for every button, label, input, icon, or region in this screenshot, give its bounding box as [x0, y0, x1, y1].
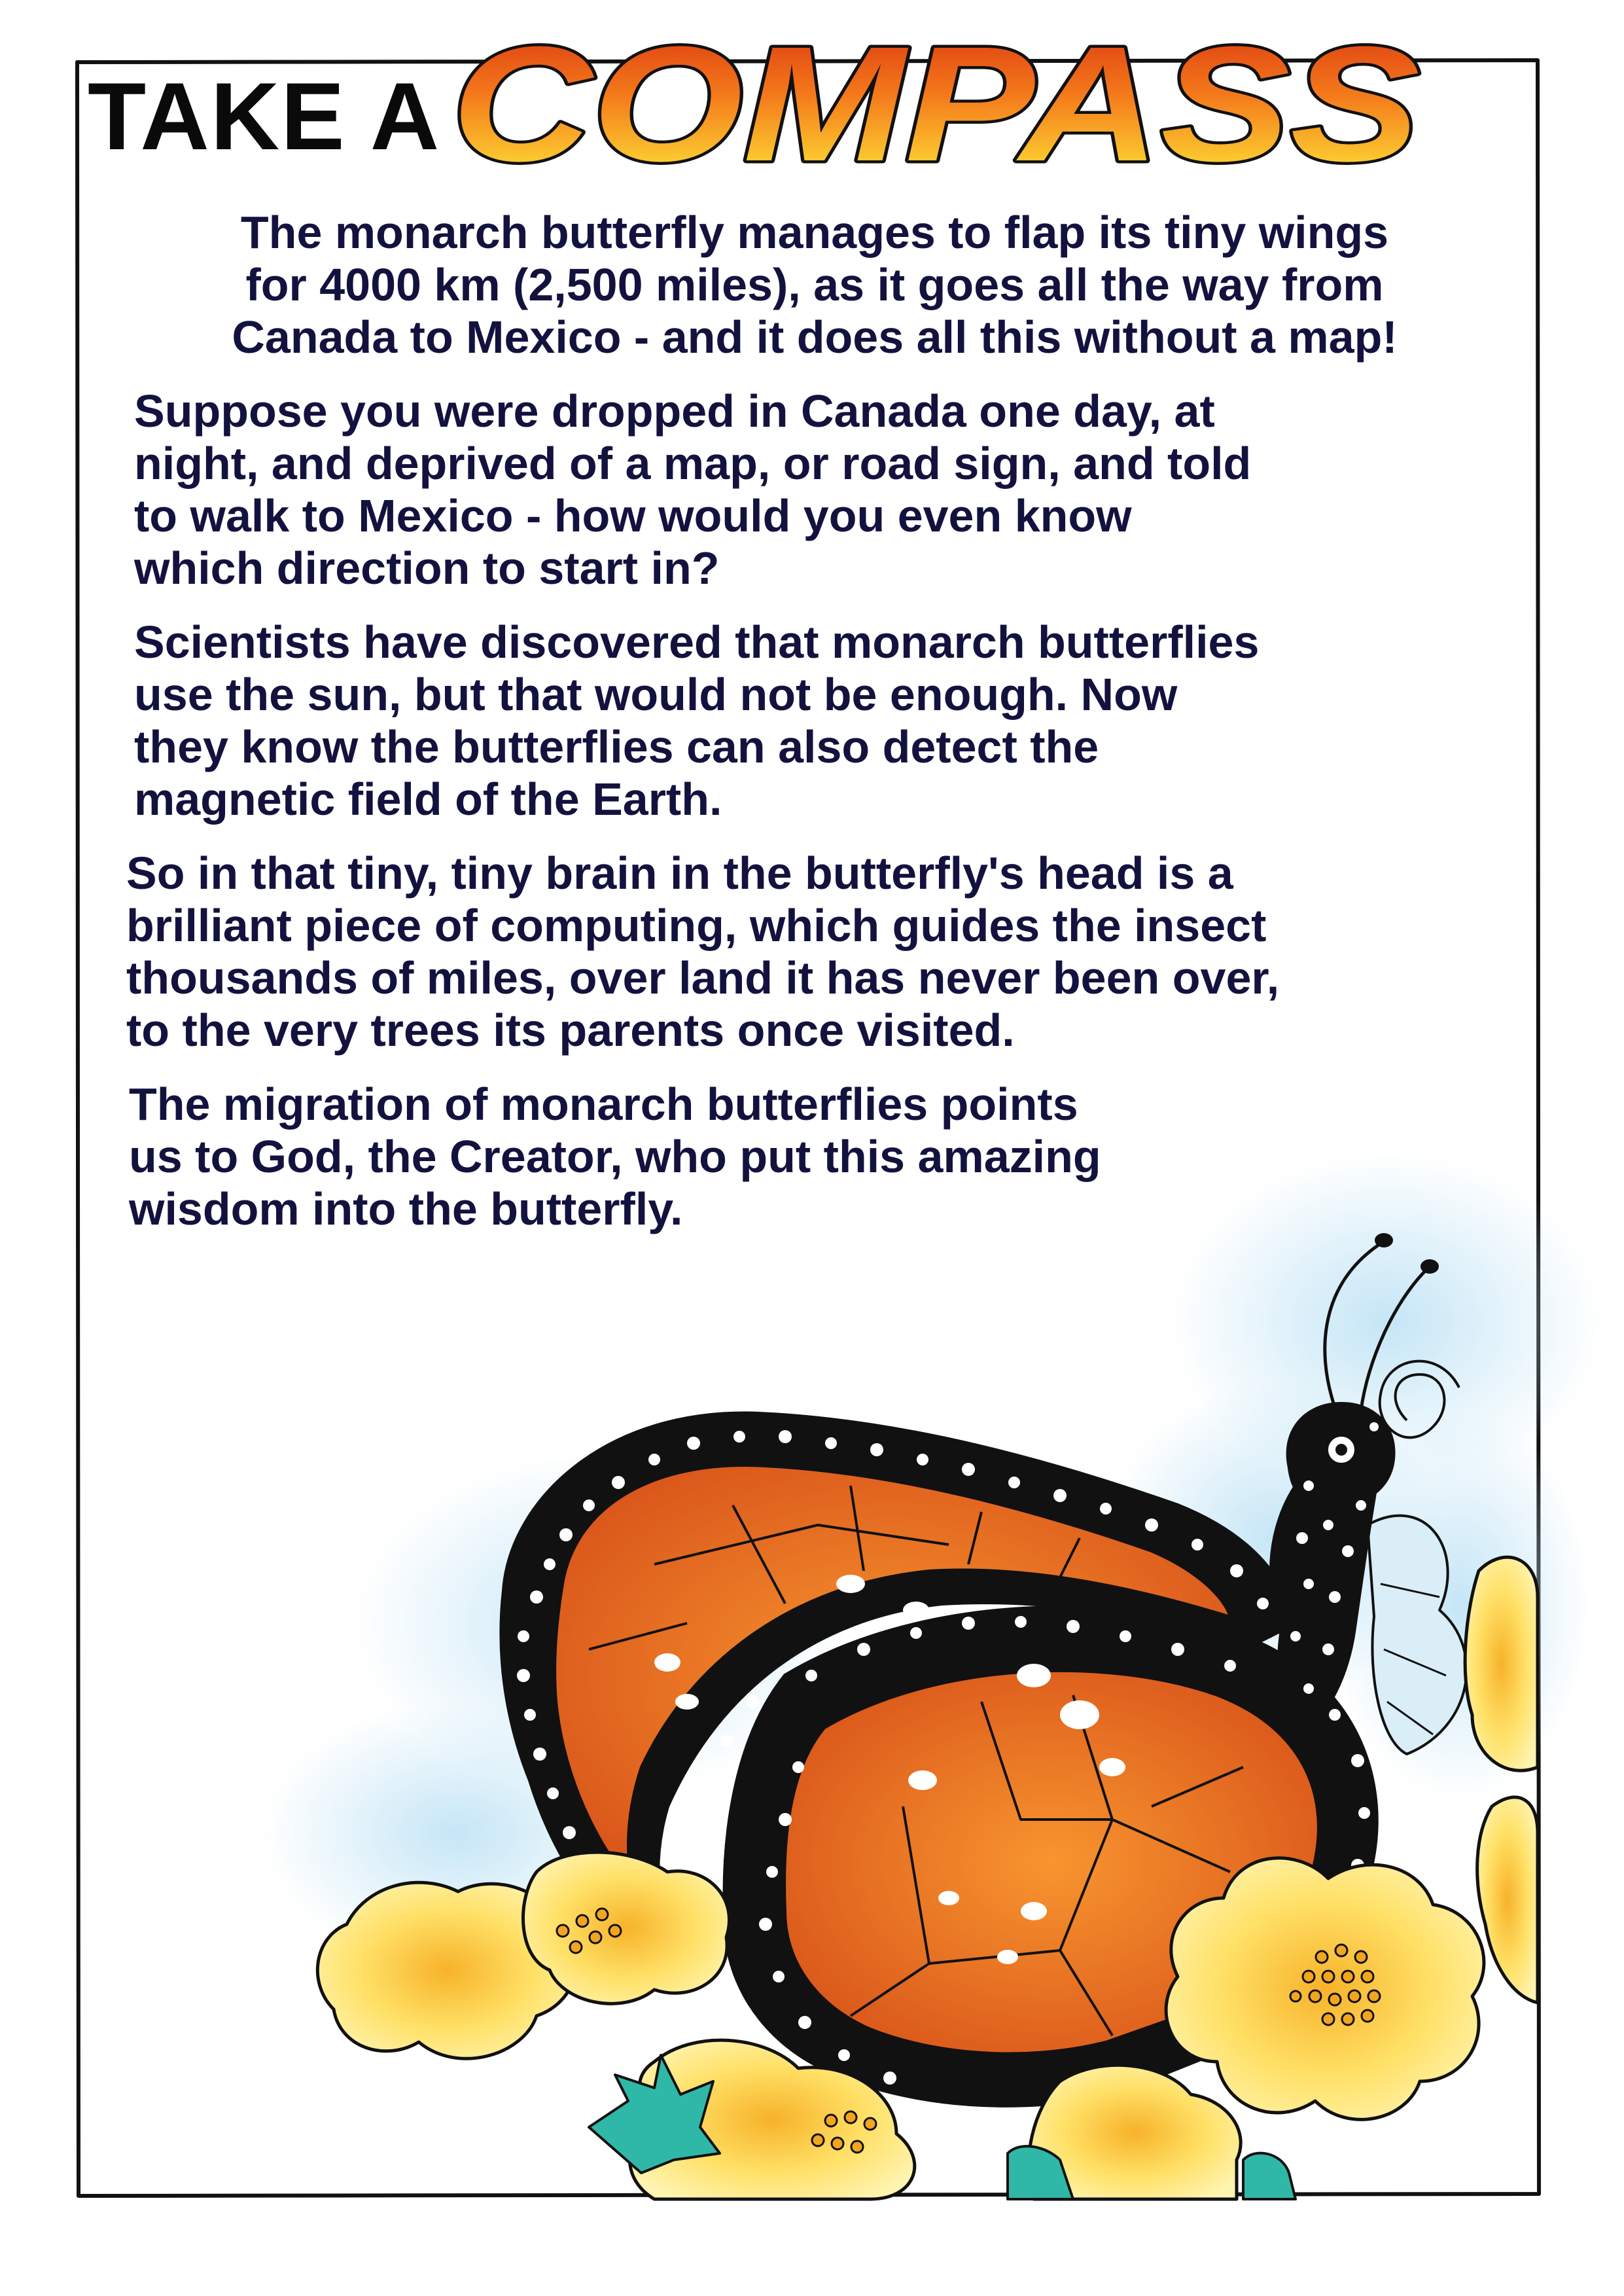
- title-main: [435, 12, 1436, 195]
- title-prefix: TAKE A: [84, 69, 450, 164]
- paragraph-3: Scientists have discovered that monarch butterflies use the sun, but that would not be enough. Now they know the butterflies can also detect the magnetic field of the Earth.: [134, 617, 1260, 825]
- paragraph-2: Suppose you were dropped in Canada one day, at night, and deprived of a map, or road sign, and told to walk to Mexico - how would you even know which direction to start in?: [134, 386, 1252, 594]
- paragraph-4: So in that tiny, tiny brain in the butterfly's head is a brilliant piece of computing, which guides the insect thousands of miles, over land it has never been over, to the very trees its parents once visited.: [126, 848, 1280, 1056]
- paragraph-1: The monarch butterfly manages to flap its tiny wings for 4000 km (2,500 miles), as it goes all the way from Canada to Mexico - and it does all this without a map!: [232, 207, 1398, 363]
- title-main-text: COMPASS: [451, 12, 1420, 195]
- body-text: [126, 206, 1495, 1257]
- paragraph-5: The migration of monarch butterflies points us to God, the Creator, who put this amazing wisdom into the butterfly.: [129, 1079, 1101, 1234]
